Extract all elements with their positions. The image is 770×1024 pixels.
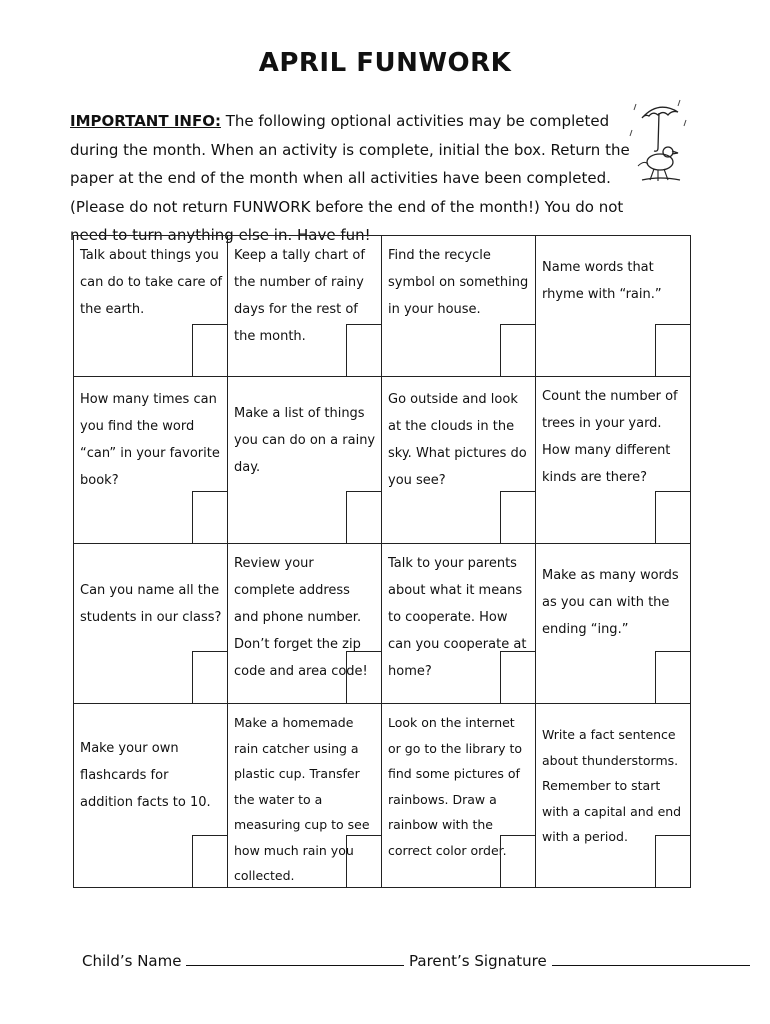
child-name-label: Child’s Name [82,952,182,970]
instructions-paragraph [70,107,630,250]
activity-cell [536,377,690,544]
activity-cell [228,236,382,377]
activity-cell [536,236,690,377]
activity-cell [382,377,536,544]
initial-box[interactable] [655,835,690,887]
initial-box[interactable] [500,835,535,887]
activity-text: Find the recycle symbol on something in your house. [388,248,529,317]
initial-box[interactable] [192,324,227,376]
important-info-label: IMPORTANT INFO: [70,112,221,130]
initial-box[interactable] [655,324,690,376]
activity-cell [228,377,382,544]
instructions-text: The following optional activities may be completed during the month. When an activity is complete, initial the box. Return the paper at the end of the month when all activities have been completed. (Please do not return FUNWORK before the end of the month!) You do not need to turn anything else in. Have fun! [70,112,630,244]
activity-cell [536,544,690,704]
activity-cell [536,704,690,887]
initial-box[interactable] [500,324,535,376]
activity-text: Go outside and look at the clouds in the sky. What pictures do you see? [388,392,527,488]
initial-box[interactable] [655,651,690,703]
activity-text: Talk to your parents about what it means to cooperate. How can you cooperate at home? [388,556,527,679]
activity-text: Name words that rhyme with “rain.” [542,260,662,302]
initial-box[interactable] [346,491,381,543]
initial-box[interactable] [192,835,227,887]
signature-footer [82,951,750,970]
activity-cell [228,704,382,887]
activity-cell [74,544,228,704]
activity-text: How many times can you find the word “can” in your favorite book? [80,392,220,488]
initial-box[interactable] [500,491,535,543]
initial-box[interactable] [346,324,381,376]
activity-text: Review your complete address and phone number. Don’t forget the zip code and area code! [234,556,368,679]
umbrella-bird-icon [628,96,692,184]
activity-cell [382,704,536,887]
activity-text: Write a fact sentence about thunderstorms. Remember to start with a capital and end with a period. [542,727,682,844]
activity-text: Count the number of trees in your yard. How many different kinds are there? [542,389,678,485]
activity-text: Can you name all the students in our class? [80,582,222,625]
activity-cell [382,544,536,704]
activity-text: Keep a tally chart of the number of rainy days for the rest of the month. [234,248,365,344]
activity-text: Look on the internet or go to the library to find some pictures of rainbows. Draw a rainbow with the correct color order. [388,715,523,858]
parent-signature-label: Parent’s Signature [409,952,547,970]
activity-text: Make a list of things you can do on a rainy day. [234,405,376,475]
page-title: APRIL FUNWORK [258,48,512,78]
activity-text: Make a homemade rain catcher using a plastic cup. Transfer the water to a measuring cup to see how much rain you collected. [234,715,370,883]
activity-cell [74,377,228,544]
parent-signature-field[interactable] [552,951,750,966]
activity-text: Talk about things you can do to take care of the earth. [80,248,223,317]
initial-box[interactable] [500,651,535,703]
activity-cell [228,544,382,704]
initial-box[interactable] [346,835,381,887]
initial-box[interactable] [346,651,381,703]
initial-box[interactable] [192,491,227,543]
activity-text: Make as many words as you can with the ending “ing.” [542,568,679,637]
child-name-field[interactable] [186,951,404,966]
activity-text: Make your own flashcards for addition facts to 10. [80,741,211,810]
activity-cell [74,704,228,887]
activity-cell [382,236,536,377]
initial-box[interactable] [655,491,690,543]
activity-cell [74,236,228,377]
activity-grid [73,235,691,888]
initial-box[interactable] [192,651,227,703]
